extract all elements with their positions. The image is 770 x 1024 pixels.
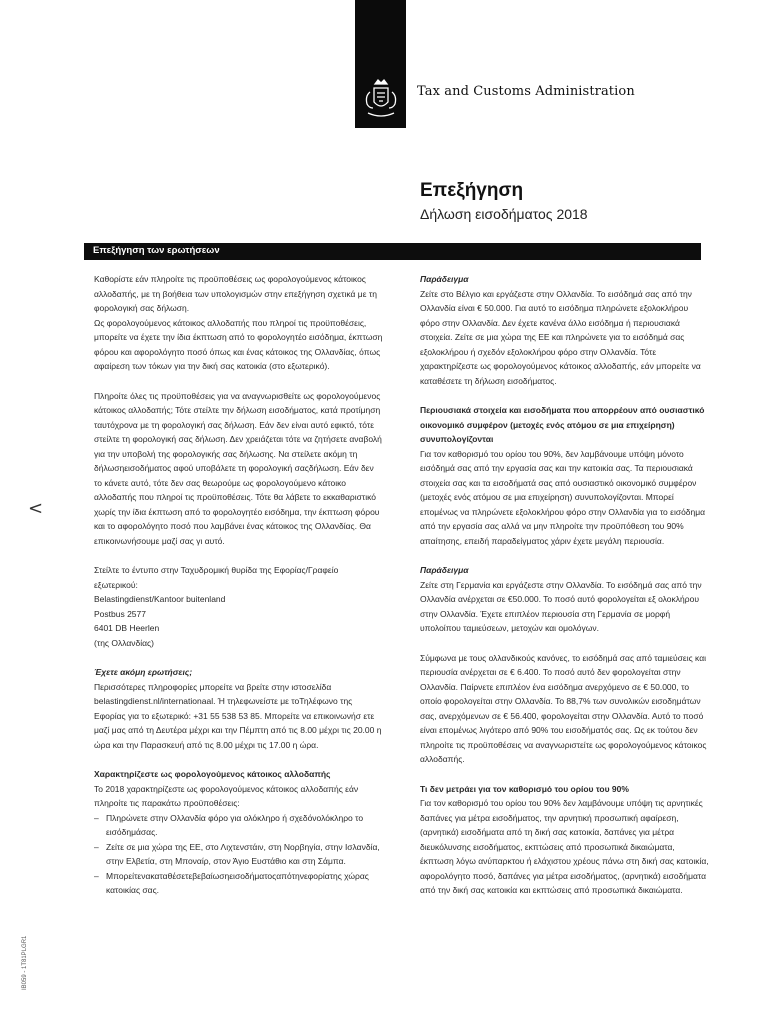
address-intro: Στείλτε το έντυπο στην Ταχυδρομική θυρίδα της Εφορίας/Γραφείο εξωτερικού: xyxy=(94,565,339,590)
not-counted-heading: Τι δεν μετράει για τον καθορισμό του ορίου του 90% xyxy=(420,783,629,794)
condition-item: – Μπορείτενακαταθέσετεβεβαίωσηεισοδήματοςαπότηνεφορίατης χώρας κατοικίας σας. xyxy=(94,869,384,898)
condition-text: Πληρώνετε στην Ολλανδία φόρο για ολόκληρο ή σχεδόνολόκληρο το εισόδημάσας. xyxy=(106,812,364,837)
not-counted-body: Για τον καθορισμό του ορίου του 90% δεν λαμβάνουμε υπόψη τις αρνητικές δαπάνες για μέτρα εισοδήματος, την αρνητική προσωπική αφαίρεση, (αρνητικά) εισοδήματα από τη δική σας κατοικία, δαπάνες για μέτρα διευκόλυνσης εισοδήματος, εκπτώσεις από προσωπικά δικαιώματα, έκπτωση λόγω ανύπαρκτου ή ελάχιστου χρέους πάνω στη δική σας κατοικία, αφορολόγητο ποσό, δαπάνες για μέτρα εισοδήματος, (αρνητικά) εισοδήματα από την δική σας κατοικία και εκπτώσεις από προσωπικά δικαιώματα. xyxy=(420,798,709,895)
condition-item: – Πληρώνετε στην Ολλανδία φόρο για ολόκληρο ή σχεδόνολόκληρο το εισόδημάσας. xyxy=(94,811,384,840)
left-column xyxy=(94,272,384,898)
chevron-left-icon[interactable]: < xyxy=(28,498,44,519)
section-header xyxy=(84,243,701,260)
right-column xyxy=(420,272,710,898)
section-header-label: Επεξήγηση των ερωτήσεων xyxy=(93,245,220,256)
example-heading-2: Παράδειγμα xyxy=(420,565,469,575)
example-body: Ζείτε στο Βέλγιο και εργάζεστε στην Ολλανδία. Το εισόδημά σας από την Ολλανδία είναι € 50.000. Για αυτό το εισόδημα πληρώνετε εξολοκλήρου φόρο στην Ολλανδία. Δεν έχετε κανένα άλλο εισόδημα ή περιουσιακά στοιχεία. Ζείτε σε μια χώρα της ΕΕ και πληρώνετε για το εισόδημά σας εξολοκλήρου ή σχεδόν εξολοκλήρου φόρο στην Ολλανδία. Τότε χαρακτηρίζεστε ως φορολογούμενος κάτοικος αλλοδαπής, εάν μπορείτε να καταθέσετε τη δήλωση εισοδήματος. xyxy=(420,288,701,386)
intro-paragraph-2: Ως φορολογούμενος κάτοικος αλλοδαπής που πληροί τις προϋποθέσεις, μπορείτε να έχετε την ίδια έκπτωση από το φορολογητέο εισόδημα, έκπτωση φόρου και αφορολόγητο ποσό όπως και ένας κάτοικος της Ολλανδίας, όπως αφαίρεση των τόκων για την δική σας κατοικία (στο εξωτερικό). xyxy=(94,317,383,371)
submission-paragraph: Πληροίτε όλες τις προϋποθέσεις για να αναγνωρισθείτε ως φορολογούμενος κάτοικος αλλοδαπής; Τότε στείλτε την δήλωση εισοδήματος, κατά προτίμηση ταυτόχρονα με τη φορολογική σας δήλωση. Εάν δεν είναι αυτό εφικτό, τότε στείλτε τη φορολογική σας δήλωση. Δεν χρειάζεται τότε να ζητήσετε αναβολή για την υποβολή της φορολογικής σας δήλωσης. Να στείλετε ακόμη τη δήλωσηεισοδήματος αφού υποβάλετε τη φορολογική σαςδήλωση. Εάν δεν το κάνετε αυτό, τότε δεν σας θεωρούμε ως φορολογούμενο κάτοικο αλλοδαπής που πληροί τις προϋποθέσεις. Τότε θα λάβετε το εκκαθαριστικό χωρίς την ίδια έκπτωση από το φορολογητέο εισόδημα, την έκπτωση φόρου και το αφορολόγητο ποσό που λαμβάνει ένας κάτοικος της Ολλανδίας. Θα επικοινωνήσουμε μαζί σας γι αυτό. xyxy=(94,390,382,546)
questions-heading: Έχετε ακόμη ερωτήσεις; xyxy=(94,667,193,677)
royal-coat-of-arms-icon xyxy=(360,78,402,122)
address-line: Postbus 2577 xyxy=(94,608,146,619)
organization-name: Tax and Customs Administration xyxy=(417,84,635,99)
form-code: IB059 - 1T81PLGR1 xyxy=(22,935,28,990)
condition-item: – Ζείτε σε μια χώρα της ΕΕ, στο Λιχτενστάιν, στη Νορβηγία, στην Ισλανδία, στην Ελβετία, στη Μποναίρ, στον Άγιο Ευστάθιο και στη Σάμπα. xyxy=(94,840,384,869)
intro-paragraph: Καθορίστε εάν πληροίτε τις προϋποθέσεις ως φορολογούμενος κάτοικος αλλοδαπής, με τη βοήθεια των υπολογισμών στην επεξήγηση σχετικά με τη φορολογική σας δήλωση. xyxy=(94,274,377,313)
example-body-2: Ζείτε στη Γερμανία και εργάζεστε στην Ολλανδία. Το εισόδημά σας από την Ολλανδία ανέρχεται σε €50.000. Το ποσό αυτό φορολογείται εξ ολοκλήρου στην Ολλανδία. Έχετε επιπλέον περιουσία στη Γερμανία σε μορφή υπολοίπου ταμιεύσεων, μετοχών και ομολόγων. xyxy=(420,579,702,633)
address-line: 6401 DB Heerlen xyxy=(94,623,160,633)
characterize-heading: Χαρακτηρίζεστε ως φορολογούμενος κάτοικος αλλοδαπής xyxy=(94,769,331,779)
assets-heading: Περιουσιακά στοιχεία και εισοδήματα που απορρέουν από ουσιαστικό οικονομικό συμφέρον (μετοχές ενός ατόμου σε μια επιχείρηση) συνυπολογίζονται xyxy=(420,405,705,444)
example-heading: Παράδειγμα xyxy=(420,274,469,284)
example-calculation: Σύμφωνα με τους ολλανδικούς κανόνες, το εισόδημά σας από ταμιεύσεις και περιουσία ανέρχεται σε € 6.400. Το ποσό αυτό δεν φορολογείται στην Ολλανδία. Παίρνετε επιπλέον ένα εισόδημα ανερχόμενο σε € 50.000, το οποίο φορολογείται στην Ολλανδία. Το 88,7% των συνολικών εισοδημάτων σας, ανερχόμενων σε € 56.400, φορολογείται στην Ολλανδία. Αυτό το ποσό είναι επομένως λιγότερο από 90% του εισοδήματός σας. Ως εκ τούτου δεν πληροίτε τις προϋποθέσεις να αναγνωριστείτε ως φορολογούμενος κάτοικος αλλοδαπής. xyxy=(420,652,707,764)
characterize-intro: Το 2018 χαρακτηρίζεστε ως φορολογούμενος κάτοικος αλλοδαπής εάν πληροίτε τις παρακάτω προϋποθέσεις: xyxy=(94,783,359,808)
page-subtitle: Δήλωση εισοδήματος 2018 xyxy=(420,206,588,222)
questions-body: Περισσότερες πληροφορίες μπορείτε να βρείτε στην ιστοσελίδα belastingdienst.nl/internationaal. Ή τηλεφωνείστε με τοΤηλέφωνο της Εφορίας για το εξωτερικό: +31 55 538 53 85. Μπορείτε να επικοινωνήσ ετε μαζί μας από τη Δευτέρα μέχρι και την Πέμπτη από τις 8.00 μέχρι τις 20.00 η ώρα και την Παρασκευή από τις 8.00 μέχρι τις 17.00 η ώρα. xyxy=(94,681,382,750)
assets-body: Για τον καθορισμό του ορίου του 90%, δεν λαμβάνουμε υπόψη μόνοτο εισόδημά σας από την εργασία σας και την κατοικία σας. Τα περιουσιακά στοιχεία σας και τα εισοδήματά σας από ουσιαστικό οικονομικό συμφέρον (μετοχές ενός ατόμου σε μια επιχείρηση) συνυπολογίζονται. Μπορεί επομένως να πληρώνετε εξολοκλήρου φόρο στην Ολλανδία για το εισόδημα από την εργασία σας αλλά να μην πληροίτε την προϋπόθεση του 90% απαίτησης, επειδή παραδείγματος χάριν έχετε μεγάλη περιουσία. xyxy=(420,448,706,546)
condition-text: Μπορείτενακαταθέσετεβεβαίωσηεισοδήματοςαπότηνεφορίατης χώρας κατοικίας σας. xyxy=(106,870,369,895)
condition-text: Ζείτε σε μια χώρα της ΕΕ, στο Λιχτενστάιν, στη Νορβηγία, στην Ισλανδία, στην Ελβετία, στη Μποναίρ, στον Άγιο Ευστάθιο και στη Σάμπα. xyxy=(106,841,380,866)
address-line: (της Ολλανδίας) xyxy=(94,637,154,648)
page-title: Επεξήγηση xyxy=(420,180,524,201)
address-line: Belastingdienst/Kantoor buitenland xyxy=(94,594,226,604)
